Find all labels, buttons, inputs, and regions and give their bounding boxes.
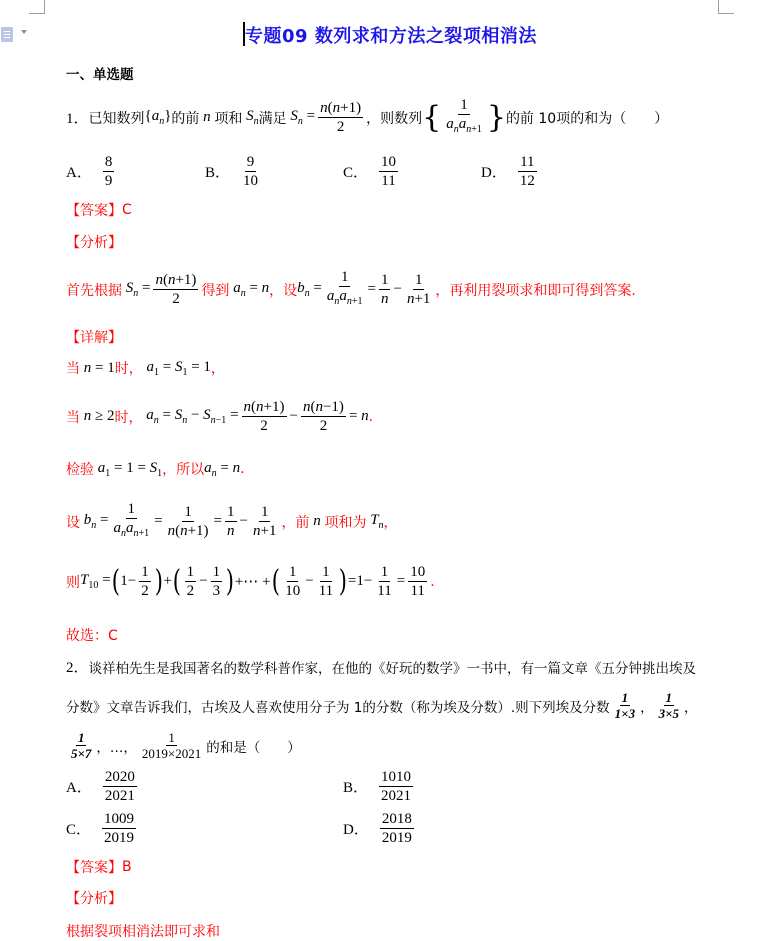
- q2-option-b[interactable]: B． $\frac{1010}{2021}$: [343, 769, 412, 804]
- document-title: 专题09 数列求和方法之裂项相消法: [245, 26, 537, 47]
- q1-detail-line-5: 则 $T_{10}$ = ( 1− $\frac{1}{2}$ ) + ( $\frac{1}{2}$ − $\frac{1}{3}$ ) +⋯ + ( $\frac{1}{10}$ − $\frac{1}{11}$ ) =1− $\frac{1}{11}$ = $\frac{10}{11}$ .: [66, 563, 435, 599]
- q1-conclusion: 故选：C: [66, 628, 118, 644]
- q2-stem-line-3: $\frac{1}{5\times 7}$ ，…， $\frac{1}{2019\times 2021}$ 的和是（ ）: [71, 730, 301, 761]
- q2-option-d[interactable]: D． $\frac{2018}{2019}$: [343, 811, 412, 846]
- q1-option-c[interactable]: C． $\frac{10}{11}$: [343, 154, 397, 189]
- q1-option-d[interactable]: D． $\frac{11}{12}$: [481, 154, 535, 189]
- dropdown-caret-icon[interactable]: [21, 30, 27, 34]
- document-icon[interactable]: [1, 27, 13, 42]
- page-corner-mark-right: [718, 0, 734, 14]
- q2-option-a[interactable]: A． $\frac{2020}{2021}$: [66, 769, 135, 804]
- q1-option-b[interactable]: B． $\frac{9}{10}$: [205, 154, 259, 189]
- q1-analysis-label: 【分析】: [66, 235, 122, 251]
- q2-analysis-text: 根据裂项相消法即可求和: [66, 924, 220, 940]
- q1-detail-line-1: 当 n = 1 时， $a_1 = S_1 = 1$ ，: [66, 358, 225, 378]
- q1-detail-line-4: 设 $b_n$ = $\frac{1}{a_na_{n+1}}$ = $\frac{1}{n(n+1)}$ = $\frac{1}{n}$ − $\frac{1}{n+1}$ ，前 n 项和为 $T_n$ ，: [66, 501, 398, 539]
- q1-option-a[interactable]: A． $\frac{8}{9}$: [66, 154, 113, 189]
- q2-option-c[interactable]: C． $\frac{1009}{2019}$: [66, 811, 135, 846]
- q1-detail-label: 【详解】: [66, 330, 122, 346]
- q1-detail-line-2: 当 n ≥ 2 时， $a_n = S_n - S_{n-1}$ = $\frac{n(n+1)}{2}$ − $\frac{n(n-1)}{2}$ = n .: [66, 399, 374, 434]
- q2-stem-line-1: 2． 谈祥柏先生是我国著名的数学科普作家，在他的《好玩的数学》一书中，有一篇文章《五分钟挑出埃及: [66, 660, 697, 677]
- q1-analysis-text: 首先根据 $S_n$ = $\frac{n(n+1)}{2}$ 得到 $a_n = n$ ，设 $b_n$ = $\frac{1}{a_na_{n+1}}$ = $\frac{1}{n}$ − $\frac{1}{n+1}$ ，再利用裂项求和即可得到答案.: [66, 269, 636, 307]
- q1-answer: 【答案】 C: [66, 202, 132, 219]
- q2-analysis-label: 【分析】: [66, 891, 122, 907]
- page-corner-mark-left: [29, 0, 45, 14]
- q1-detail-line-3: 检验 $a_1 = 1 = S_1$ ，所以 $a_n = n$ .: [66, 459, 245, 479]
- q2-answer: 【答案】 B: [66, 859, 132, 876]
- q2-stem-line-2: 分数》文章告诉我们，古埃及人喜欢使用分子为 1的分数（称为埃及分数）.则下列埃及分数 $\frac{1}{1\times 3}$ ， $\frac{1}{3\times 5}$ ，: [66, 690, 698, 721]
- q1-stem: 1． 已知数列 $\{a_n\}$ 的前 n 项和 $S_n$ 满足 $S_n$ = $\frac{n(n+1)}{2}$ ，则数列 { $\frac{1}{a_na_{n+1}}$ } 的前 10项的和为（ ）: [66, 97, 669, 135]
- section-header: 一、单选题: [66, 67, 134, 83]
